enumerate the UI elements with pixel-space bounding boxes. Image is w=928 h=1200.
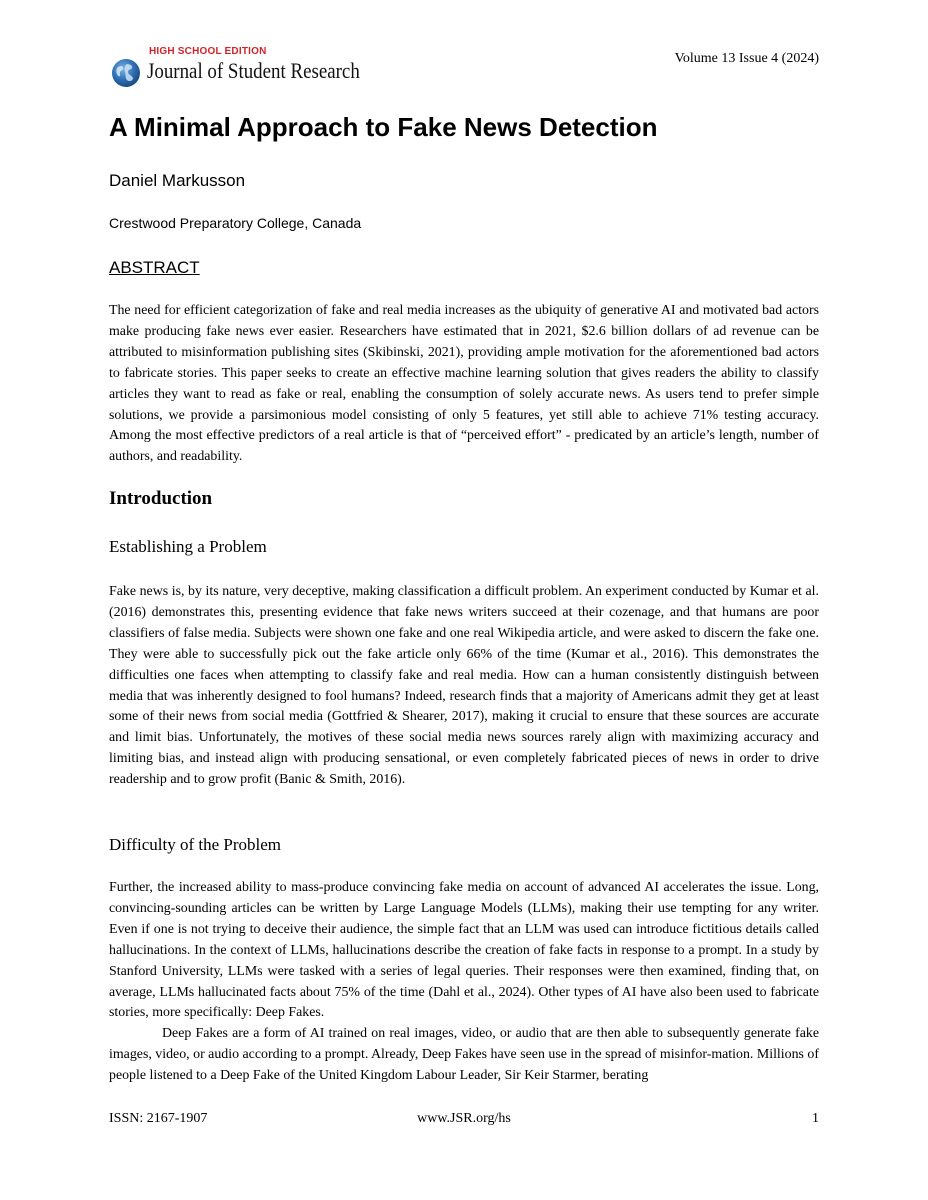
logo-edition-label: HIGH SCHOOL EDITION bbox=[149, 46, 267, 57]
author-name: Daniel Markusson bbox=[109, 171, 246, 190]
paper-title: A Minimal Approach to Fake News Detection bbox=[109, 112, 658, 142]
difficulty-paragraph-1: Further, the increased ability to mass-produce convincing fake media on account of advanced AI accelerates the issue. Long, convincing-sounding articles can be written by Large Language Models (LLMs), making their use tempting for any writer. Even if one is not trying to deceive their audience, the simple fact that an LLM was used can introduce fictitious details called hallucinations. In the context of LLMs, hallucinations describe the creation of fake facts in response to a prompt. In a study by Stanford University, LLMs were tasked with a series of legal queries. Their responses were then examined, finding that, on average, LLMs hallucinated facts about 75% of the time (Dahl et al., 2024). Other types of AI have also been used to fabricate stories, more specifically: Deep Fakes. bbox=[109, 880, 819, 1021]
problem-heading: Establishing a Problem bbox=[109, 537, 267, 556]
abstract-text: The need for efficient categorization of fake and real media increases as the ubiquity of generative AI and motivated bad actors make producing fake news ever easier. Researchers have estimated that in 2021, $2.6 billion dollars of ad revenue can be attributed to misinformation publishing sites (Skibinski, 2021), providing ample motivation for the aforementioned bad actors to fabricate stories. This paper seeks to create an effective machine learning solution that gives readers the ability to classify articles they want to read as fake or real, enabling the consumption of solely accurate news. As users tend to prefer simple solutions, we provide a parsimonious model consisting of only 5 features, yet still able to achieve 71% testing accuracy. Among the most effective predictors of a real article is that of “perceived effort” - predicated by an article’s length, number of authors, and readability. bbox=[109, 303, 819, 465]
introduction-heading: Introduction bbox=[109, 488, 213, 509]
journal-logo bbox=[111, 46, 371, 90]
author-affiliation: Crestwood Preparatory College, Canada bbox=[109, 215, 362, 231]
footer-url: www.JSR.org/hs bbox=[417, 1111, 511, 1126]
footer-issn: ISSN: 2167-1907 bbox=[109, 1111, 208, 1126]
difficulty-paragraph-2: Deep Fakes are a form of AI trained on real images, video, or audio that are then able to subsequently generate fake images, video, or audio according to a prompt. Already, Deep Fakes have seen use in the spread of misinfor-mation. Millions of people listened to a Deep Fake of the United Kingdom Labour Leader, Sir Keir Starmer, berating bbox=[109, 1026, 819, 1083]
abstract-heading: ABSTRACT bbox=[109, 258, 200, 277]
logo-journal-name: Journal of Student Research bbox=[147, 58, 360, 83]
volume-issue: Volume 13 Issue 4 (2024) bbox=[674, 51, 819, 66]
globe-icon bbox=[111, 58, 141, 88]
page-number: 1 bbox=[812, 1111, 819, 1126]
problem-paragraph: Fake news is, by its nature, very deceptive, making classification a difficult problem. An experiment conducted by Kumar et al. (2016) demonstrates this, presenting evidence that fake news writers succeed at their cozenage, and that humans are poor classifiers of false media. Subjects were shown one fake and one real Wikipedia article, and were asked to discern the fake one. They were able to successfully pick out the fake article only 66% of the time (Kumar et al., 2016). This demonstrates the difficulties one faces when attempting to classify fake and real media. How can a human consistently distinguish between media that was inherently designed to fool humans? Indeed, research finds that a majority of Americans admit they get at least some of their news from social media (Gottfried & Shearer, 2017), making it crucial to ensure that these sources are accurate and limit bias. Unfortunately, the motives of these social media news sources rarely align with maximizing accuracy and limiting bias, and instead align with producing sensational, or even completely fabricated pieces of news in order to drive readership and to grow profit (Banic & Smith, 2016). bbox=[109, 584, 819, 788]
difficulty-heading: Difficulty of the Problem bbox=[109, 835, 282, 854]
